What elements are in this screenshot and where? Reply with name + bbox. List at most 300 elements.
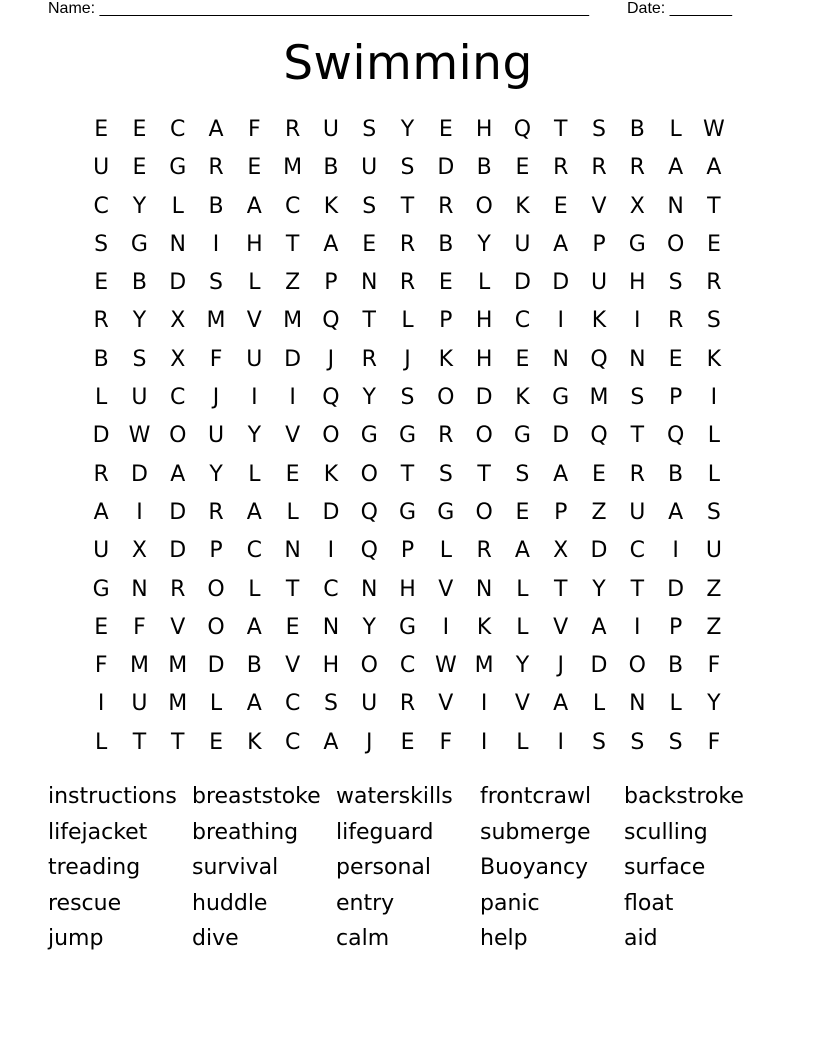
grid-letter: S	[630, 385, 645, 411]
grid-letter: D	[169, 499, 187, 525]
grid-letter: I	[480, 729, 488, 755]
word-list-item: calm	[336, 926, 390, 952]
date-field: Date: _______	[627, 0, 732, 17]
grid-letter: D	[475, 385, 493, 411]
grid-letter: F	[94, 653, 108, 679]
grid-letter: X	[170, 346, 186, 372]
grid-letter: N	[629, 346, 646, 372]
grid-letter: I	[634, 308, 641, 334]
grid-letter: Q	[590, 423, 608, 449]
word-list-item: waterskills	[336, 784, 453, 809]
grid-letter: K	[706, 346, 722, 372]
grid-letter: X	[170, 308, 186, 334]
grid-letter: C	[284, 691, 301, 717]
grid-letter: Q	[666, 423, 685, 449]
word-list-item: rescue	[48, 890, 122, 916]
grid-letter: E	[94, 614, 109, 640]
grid-letter: N	[360, 270, 378, 296]
grid-letter: P	[324, 270, 338, 296]
grid-letter: E	[362, 231, 377, 257]
grid-letter: A	[246, 499, 262, 525]
word-list-item: aid	[624, 926, 658, 952]
word-list-item: submerge	[480, 819, 591, 845]
grid-letter: E	[438, 270, 453, 296]
grid-letter: R	[438, 193, 454, 219]
word-list-item: sculling	[624, 819, 708, 845]
grid-letter: R	[706, 270, 722, 296]
grid-letter: V	[553, 614, 569, 640]
grid-letter: V	[514, 691, 530, 717]
grid-letter: G	[360, 423, 378, 449]
word-list-item: breathing	[192, 819, 299, 845]
grid-letter: C	[399, 653, 416, 679]
grid-letter: A	[323, 729, 339, 755]
grid-letter: U	[629, 499, 646, 525]
word-list-item: jump	[48, 926, 104, 952]
grid-letter: M	[129, 653, 149, 679]
grid-letter: Y	[132, 308, 147, 334]
grid-letter: S	[706, 499, 721, 525]
grid-letter: E	[285, 614, 300, 640]
grid-letter: R	[361, 346, 377, 372]
name-field: Name: _______________________________________________________	[48, 0, 589, 17]
grid-letter: M	[283, 155, 303, 181]
grid-letter: I	[672, 538, 679, 564]
grid-letter: T	[132, 729, 147, 755]
grid-letter: B	[668, 461, 684, 487]
grid-letter: P	[439, 308, 453, 334]
grid-letter: Z	[591, 499, 607, 525]
grid-letter: V	[285, 653, 301, 679]
grid-letter: N	[131, 576, 148, 602]
grid-letter: S	[94, 231, 109, 257]
word-list-item: breaststoke	[192, 784, 321, 809]
grid-letter: S	[515, 461, 530, 487]
grid-letter: R	[399, 270, 416, 296]
grid-letter: A	[668, 155, 684, 181]
grid-letter: N	[667, 193, 684, 219]
grid-letter: T	[553, 117, 568, 142]
grid-letter: T	[630, 423, 645, 449]
grid-letter: M	[283, 308, 303, 334]
grid-letter: L	[209, 691, 223, 717]
grid-letter: U	[590, 270, 608, 296]
grid-letter: E	[247, 155, 262, 181]
grid-letter: O	[207, 614, 225, 640]
grid-letter: U	[131, 691, 148, 717]
grid-letter: H	[475, 308, 493, 334]
grid-letter: L	[95, 385, 108, 411]
grid-letter: S	[362, 193, 377, 219]
grid-letter: R	[476, 538, 492, 564]
grid-letter: A	[553, 231, 569, 257]
grid-letter: O	[628, 653, 646, 679]
grid-letter: I	[557, 729, 564, 755]
grid-letter: D	[130, 461, 148, 487]
grid-letter: H	[322, 653, 340, 679]
grid-letter: U	[322, 117, 339, 142]
grid-letter: S	[592, 117, 606, 142]
grid-letter: R	[284, 117, 301, 142]
grid-letter: A	[553, 461, 569, 487]
grid-letter: W	[128, 423, 151, 449]
grid-letter: R	[208, 155, 224, 181]
grid-letter: E	[94, 270, 109, 296]
grid-letter: N	[552, 346, 569, 372]
grid-letter: Q	[360, 499, 378, 525]
grid-letter: C	[514, 308, 531, 334]
grid-letter: O	[475, 423, 493, 449]
word-list-item: survival	[192, 855, 279, 881]
grid-letter: L	[248, 576, 261, 602]
grid-letter: P	[592, 231, 606, 257]
grid-letter: K	[323, 461, 339, 487]
grid-letter: H	[399, 576, 416, 602]
grid-letter: N	[475, 576, 493, 602]
grid-letter: I	[442, 614, 450, 640]
grid-letter: O	[322, 423, 340, 449]
grid-letter: T	[362, 308, 376, 334]
grid-letter: Y	[477, 231, 491, 257]
grid-letter: E	[553, 193, 568, 219]
grid-letter: J	[557, 653, 564, 679]
grid-letter: D	[92, 423, 110, 449]
grid-letter: K	[438, 346, 454, 372]
grid-letter: L	[477, 270, 491, 296]
grid-letter: R	[553, 155, 569, 181]
word-list-item: lifeguard	[336, 819, 434, 845]
grid-letter: R	[667, 308, 684, 334]
grid-letter: O	[475, 193, 493, 219]
grid-letter: N	[360, 576, 378, 602]
grid-letter: Y	[362, 385, 376, 411]
grid-letter: O	[360, 461, 378, 487]
grid-letter: Y	[209, 461, 223, 487]
grid-letter: E	[592, 461, 606, 487]
grid-letter: U	[361, 155, 378, 181]
grid-letter: V	[438, 691, 454, 717]
grid-letter: P	[554, 499, 568, 525]
grid-letter: J	[365, 729, 373, 755]
grid-letter: V	[438, 576, 454, 602]
grid-letter: D	[552, 423, 570, 449]
grid-letter: M	[589, 385, 609, 411]
word-list-item: personal	[336, 855, 432, 881]
grid-letter: L	[248, 461, 261, 487]
grid-letter: G	[552, 385, 570, 411]
grid-letter: G	[169, 155, 187, 181]
grid-letter: Y	[247, 423, 262, 449]
grid-letter: U	[246, 346, 263, 372]
grid-letter: C	[170, 117, 186, 142]
grid-letter: P	[668, 614, 683, 640]
grid-letter: A	[706, 155, 722, 181]
grid-letter: M	[168, 653, 188, 679]
grid-letter: X	[629, 193, 645, 219]
grid-letter: G	[437, 499, 455, 525]
grid-letter: I	[557, 308, 564, 334]
grid-letter: T	[285, 576, 300, 602]
grid-letter: A	[246, 193, 262, 219]
grid-letter: E	[285, 461, 300, 487]
grid-letter: E	[209, 729, 223, 755]
grid-letter: K	[515, 385, 530, 411]
grid-letter: E	[706, 231, 721, 257]
grid-letter: L	[248, 270, 261, 296]
grid-letter: V	[170, 614, 186, 640]
grid-letter: S	[706, 308, 721, 334]
word-list-item: float	[624, 890, 674, 916]
grid-letter: K	[476, 614, 492, 640]
grid-letter: C	[284, 193, 301, 219]
grid-letter: L	[401, 308, 414, 334]
grid-letter: L	[95, 729, 108, 755]
grid-letter: Z	[706, 614, 722, 640]
grid-letter: T	[400, 193, 415, 219]
grid-letter: T	[171, 729, 185, 755]
grid-letter: A	[170, 461, 186, 487]
grid-letter: E	[515, 346, 530, 372]
letter-grid	[82, 111, 733, 762]
word-list-item: surface	[624, 855, 706, 881]
grid-letter: O	[666, 231, 685, 257]
grid-letter: S	[132, 346, 147, 372]
grid-letter: Z	[285, 270, 301, 296]
grid-letter: O	[360, 653, 378, 679]
grid-letter: U	[361, 691, 378, 717]
grid-letter: J	[212, 385, 220, 411]
grid-letter: S	[438, 461, 453, 487]
word-list-item: backstroke	[624, 784, 744, 809]
grid-letter: R	[93, 461, 109, 487]
word-list-item: huddle	[192, 890, 268, 916]
grid-letter: S	[209, 270, 224, 296]
grid-letter: F	[248, 117, 261, 142]
grid-letter: A	[93, 499, 109, 525]
grid-letter: Q	[322, 385, 340, 411]
grid-letter: D	[437, 155, 455, 181]
grid-letter: E	[400, 729, 415, 755]
grid-letter: T	[285, 231, 300, 257]
grid-letter: X	[553, 538, 569, 564]
word-list-item: panic	[480, 890, 540, 916]
grid-letter: R	[629, 461, 645, 487]
grid-letter: P	[400, 538, 415, 564]
grid-letter: G	[398, 614, 417, 640]
grid-letter: E	[132, 155, 147, 181]
grid-letter: I	[634, 614, 641, 640]
grid-letter: D	[322, 499, 340, 525]
grid-letter: I	[97, 691, 105, 717]
grid-letter: M	[474, 653, 494, 679]
word-list-item: frontcrawl	[480, 784, 592, 809]
grid-letter: H	[475, 117, 493, 142]
grid-letter: A	[208, 117, 224, 142]
grid-letter: Y	[400, 117, 415, 142]
grid-letter: I	[480, 691, 488, 717]
grid-letter: O	[207, 576, 225, 602]
grid-letter: U	[705, 538, 722, 564]
grid-letter: C	[170, 385, 186, 411]
grid-letter: R	[629, 155, 645, 181]
grid-letter: E	[132, 117, 147, 142]
grid-letter: G	[398, 423, 417, 449]
grid-letter: R	[399, 231, 416, 257]
grid-letter: T	[553, 576, 568, 602]
grid-letter: L	[707, 461, 721, 487]
grid-letter: E	[668, 346, 683, 372]
grid-letter: A	[668, 499, 684, 525]
grid-letter: E	[515, 499, 530, 525]
grid-letter: S	[362, 117, 377, 142]
grid-letter: Y	[707, 691, 721, 717]
grid-letter: A	[591, 614, 607, 640]
grid-letter: C	[629, 538, 645, 564]
grid-letter: M	[206, 308, 226, 334]
grid-letter: S	[668, 270, 683, 296]
grid-letter: P	[209, 538, 223, 564]
grid-letter: R	[591, 155, 607, 181]
grid-letter: U	[131, 385, 148, 411]
grid-letter: W	[434, 653, 457, 679]
grid-letter: L	[516, 576, 529, 602]
word-list-item: help	[480, 926, 528, 952]
grid-letter: K	[591, 308, 607, 334]
grid-letter: X	[131, 538, 147, 564]
grid-letter: D	[552, 270, 570, 296]
word-list-item: Buoyancy	[480, 855, 589, 881]
grid-letter: Y	[515, 653, 530, 679]
grid-letter: N	[629, 691, 646, 717]
grid-letter: C	[93, 193, 109, 219]
grid-letter: U	[93, 538, 110, 564]
word-list-item: dive	[192, 926, 239, 952]
grid-letter: J	[327, 346, 335, 372]
grid-letter: L	[669, 117, 682, 142]
grid-letter: K	[323, 193, 339, 219]
grid-letter: I	[251, 385, 258, 411]
grid-letter: R	[438, 423, 454, 449]
grid-letter: I	[212, 231, 220, 257]
grid-letter: I	[136, 499, 143, 525]
grid-letter: D	[207, 653, 225, 679]
grid-letter: Y	[592, 576, 606, 602]
grid-letter: R	[208, 499, 224, 525]
grid-letter: Z	[706, 576, 722, 602]
grid-letter: H	[475, 346, 493, 372]
grid-letter: D	[590, 538, 608, 564]
grid-letter: B	[246, 653, 262, 679]
grid-letter: B	[93, 346, 109, 372]
word-list-item: treading	[48, 855, 141, 881]
grid-letter: O	[475, 499, 493, 525]
grid-letter: Y	[362, 614, 376, 640]
grid-letter: D	[169, 270, 187, 296]
grid-letter: A	[246, 691, 262, 717]
grid-letter: A	[514, 538, 530, 564]
grid-letter: G	[398, 499, 417, 525]
grid-letter: L	[707, 423, 721, 449]
grid-letter: O	[437, 385, 455, 411]
grid-letter: B	[438, 231, 454, 257]
grid-letter: N	[169, 231, 186, 257]
grid-letter: U	[93, 155, 110, 181]
grid-letter: B	[323, 155, 339, 181]
grid-letter: L	[171, 193, 184, 219]
grid-letter: N	[284, 538, 301, 564]
grid-letter: R	[399, 691, 416, 717]
grid-letter: A	[553, 691, 569, 717]
grid-letter: T	[707, 193, 721, 219]
grid-letter: G	[130, 231, 148, 257]
grid-letter: K	[247, 729, 262, 755]
grid-letter: L	[592, 691, 606, 717]
grid-letter: D	[667, 576, 685, 602]
grid-letter: B	[476, 155, 492, 181]
grid-letter: V	[246, 308, 262, 334]
grid-letter: L	[669, 691, 682, 717]
grid-letter: E	[94, 117, 109, 142]
grid-letter: I	[327, 538, 335, 564]
grid-letter: S	[630, 729, 645, 755]
grid-letter: N	[322, 614, 340, 640]
grid-letter: Q	[590, 346, 608, 372]
grid-letter: T	[400, 461, 415, 487]
page-title: Swimming	[283, 36, 533, 91]
grid-letter: D	[590, 653, 608, 679]
grid-letter: U	[207, 423, 225, 449]
word-list-item: instructions	[48, 784, 177, 809]
grid-letter: Q	[513, 117, 532, 142]
word-list-item: lifejacket	[48, 819, 148, 845]
grid-letter: G	[513, 423, 531, 449]
word-list	[48, 779, 768, 957]
grid-letter: S	[323, 691, 338, 717]
grid-letter: S	[400, 385, 415, 411]
grid-letter: B	[131, 270, 147, 296]
grid-letter: W	[703, 117, 725, 142]
grid-letter: D	[169, 538, 187, 564]
grid-letter: R	[93, 308, 109, 334]
grid-letter: B	[208, 193, 224, 219]
grid-letter: I	[710, 385, 718, 411]
grid-letter: H	[629, 270, 646, 296]
grid-letter: U	[514, 231, 531, 257]
grid-letter: C	[323, 576, 339, 602]
grid-letter: L	[516, 729, 529, 755]
grid-letter: L	[286, 499, 299, 525]
grid-letter: A	[246, 614, 262, 640]
grid-letter: G	[628, 231, 646, 257]
grid-letter: E	[515, 155, 530, 181]
grid-letter: H	[246, 231, 263, 257]
grid-letter: J	[404, 346, 411, 372]
grid-letter: O	[169, 423, 187, 449]
grid-letter: T	[477, 461, 491, 487]
grid-letter: S	[668, 729, 683, 755]
grid-letter: S	[400, 155, 415, 181]
grid-letter: B	[668, 653, 684, 679]
grid-letter: F	[209, 346, 223, 372]
grid-letter: D	[284, 346, 302, 372]
grid-letter: K	[515, 193, 530, 219]
grid-letter: L	[439, 538, 452, 564]
grid-letter: E	[438, 117, 453, 142]
grid-letter: Q	[360, 538, 378, 564]
grid-letter: A	[323, 231, 339, 257]
grid-letter: F	[707, 653, 721, 679]
grid-letter: F	[707, 729, 721, 755]
